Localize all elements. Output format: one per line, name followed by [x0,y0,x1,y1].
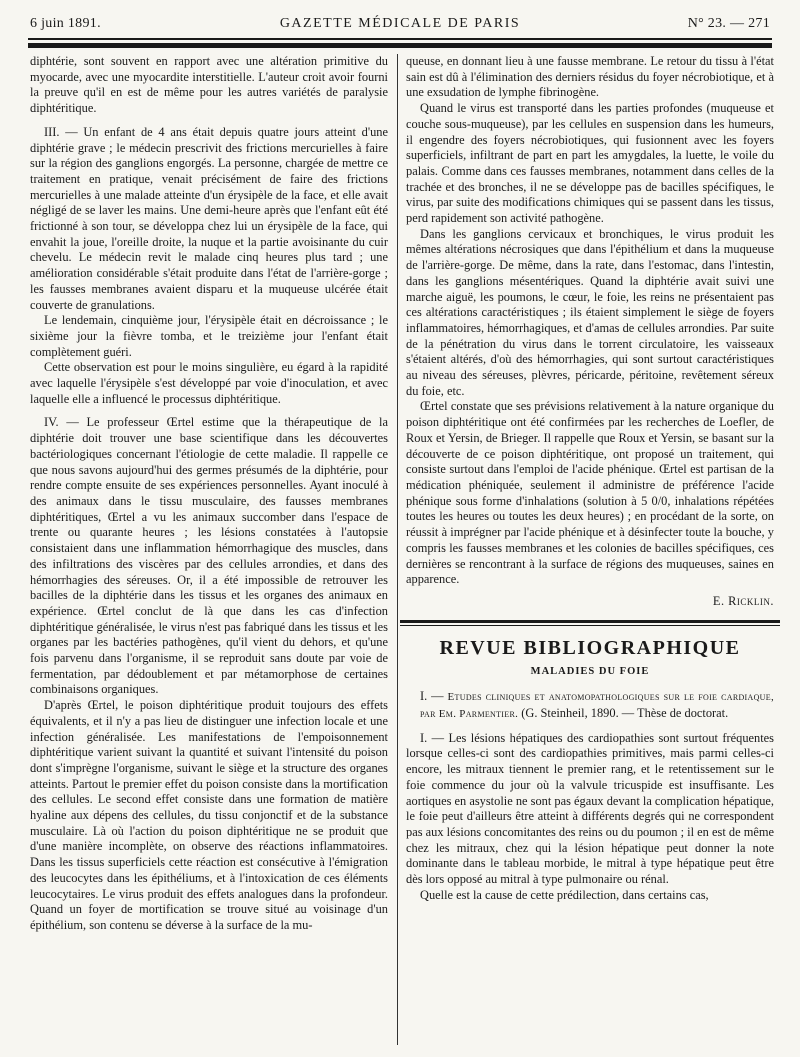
header-rule-thick [28,43,772,48]
right-column-paragraph: queuse, en donnant lieu à une fausse membrane. Le retour du tissu à l'état sain est dû à l'élimination des derniers résidus du foyer nécrobiotique, et à une exsudation de lymphe fibrinogène. [406,54,774,100]
right-column-paragraph: Quand le virus est transporté dans les parties profondes (muqueuse et couche sous-muqueuse), par les cellules en suspension dans les humeurs, il engendre des foyers nécrobiotiques, qui fusionnent avec les foyers superficiels, infiltrant de part en part les amygdales, la luette, le voile du palais. Comme dans ces fausses membranes, notamment dans celles de la trachée et des bronches, il ne se développe pas de bacilles spécifiques, le virus, par suite des modifications chimiques qui se passent dans les tissus, perd rapidement son activité pathogène. [406,101,774,226]
review-paragraph: Quelle est la cause de cette prédilection, dans certains cas, [420,887,709,902]
entry-title: Etudes cliniques et anatomopathologiques sur le foie cardiaque, [447,691,774,704]
entry-number: I. — [420,689,444,704]
author-signature: E. Ricklin. [712,593,774,608]
review-paragraph: I. — Les lésions hépatiques des cardiopathies sont surtout fréquentes lorsque celles-ci sont des cardiopathies primitives, mais parmi celles-ci encore, les mitraux tiennent le premier rang, et le retentissement sur le foie commence du jour où la valvule tricuspide est insuffisante. Les aortiques en asystolie ne sont pas égaux devant la complication hépatique, le foie peut d'ailleurs être atteint à différents degrés qui ne correspondent pas aux lésions concomitantes des reins ou du poumon ; il en est de même chez les mitraux, chez qui la lésion hépatique peut donner la note dominante dans le tableau morbide, le mitral à type hépatique peut être dès lors opposé au mitral à type pulmonaire ou rénal. [406,730,774,887]
bibliography-entry [406,689,774,722]
review-body [406,731,774,904]
issue-date: 6 juin 1891. [30,16,101,31]
right-column-article [406,54,774,588]
section-rule-thick [400,620,780,623]
right-column-paragraph: Dans les ganglions cervicaux et bronchiques, le virus produit les mêmes altérations nécrosiques que dans l'épithélium et dans la muqueuse de l'arrière-gorge. De même, dans la rate, dans l'estomac, dans l'intestin, dans les ganglions mésentériques. Quand la diphtérie avait suivi une marche aiguë, les poumons, le cœur, le foie, les reins ne présentaient pas ces altérations caractéristiques ; ils étaient simplement le siège de foyers inflammatoires, hémorrhagiques, et d'amas de cellules arrondies. Par suite de la pénétration du virus dans le torrent circulatoire, les vaisseaux s'étaient altérés, d'où des hémorrhagies, qui sont surtout caractéristiques au niveau des séreuses, plèvres, péricarde, péritoine, revêtement séreux du foie, etc. [406,226,774,398]
section-title: REVUE BIBLIOGRAPHIQUE [439,636,741,659]
section-rule-thin [400,625,780,626]
left-column-paragraph: Le lendemain, cinquième jour, l'érysipèle était en décroissance ; le sixième jour la fièvre tomba, et le treizième jour l'enfant était complètement guéri. [30,313,388,359]
entry-publisher: (G. Steinheil, 1890. — Thèse de doctorat. [521,706,729,721]
section-subtitle: MALADIES DU FOIE [530,665,650,677]
left-column-paragraph: D'après Œrtel, le poison diphtéritique produit toujours des effets équivalents, et il n'y a pas lieu de distinguer une infection locale et une infection généralisée. Les manifestations de l'empoisonnement diphtéritique varient suivant la quantité et suivant l'intensité du poison dont s'imprègne l'organisme, suivant le siège et la structure des organes atteints. Partout le premier effet du poison consiste dans la mortification des cellules. Le second effet consiste dans une formation de matière hyaline aux dépens des cellules, du tissu conjonctif et de la substance musculaire. Là où l'action du poison diphtéritique ne se produit que d'une manière incomplète, on observe des réactions inflammatoires. Dans les tissus superficiels cette réaction est consécutive à l'émigration des leucocytes dans les épithéliums, et à l'intoxication de ces éléments leucocytaires. Le virus produit des effets analogues dans la profondeur. Quand un foyer de mortification se trouve situé au voisinage d'un épithélium, son contenu se déverse à la surface de la mu- [30,698,388,932]
page-header [30,14,770,36]
right-column-paragraph: Œrtel constate que ses prévisions relativement à la nature organique du poison diphtéritique ont été confirmées par les recherches de Loefler, de Roux et Yersin, de Brieger. Il rappelle que Roux et Yersin, se basant sur la découverte de ce poison diphtéritique, ont proposé un traitement, qui consiste surtout dans l'emploi de l'acide phénique. Œrtel est partisan de la médication phéniquée, seulement il administre de préférence l'acide phénique sous forme d'inhalations (solution à 5 0/0, inhalations répétées toutes les heures ou toutes les deux heures) ; en procédant de la sorte, on réussit à imprégner par l'acide phénique et à désinfecter toute la bouche, y compris les fausses membranes et les colonies de bacilles spécifiques, ces dernières se rencontrant à la surface de régions des muqueuses, saines en apparence. [406,399,774,587]
left-column-paragraph: diphtérie, sont souvent en rapport avec une altération primitive du myocarde, avec une myocardite interstitielle. L'auteur croit avoir fourni la preuve qu'il en est de même pour les autres variétés de paralysie diphtéritique. [30,54,388,116]
left-column-paragraph: Cette observation est pour le moins singulière, eu égard à la rapidité avec laquelle l'érysipèle s'est développé par voie d'inoculation, et avec laquelle elle a influencé le processus diphtéritique. [30,360,388,406]
journal-title: GAZETTE MÉDICALE DE PARIS [279,16,521,31]
left-column-paragraph: IV. — Le professeur Œrtel estime que la thérapeutique de la diphtérie doit trouver une base scientifique dans les découvertes bactériologiques concernant l'étiologie de cette maladie. Il rappelle ce que nous savons aujourd'hui des germes présumés de la diphtérie, pour rendre compte ensuite de ses expériences personnelles. Ayant inoculé à des animaux dans le tissu musculaire, des fausses membranes diphtéritiques, Œrtel a vu les animaux succomber dans l'espace de trente ou quarante heures ; les lésions constatées à l'autopsie consistaient dans une inflammation hémorrhagique des muscles, dans des infiltrations des viscères par des cellules arrondies, et dans des hémorrhagies des séreuses. Or, il a été impossible de retrouver les bacilles de la diphtérie dans les tissus et les organes des animaux en expérience. Œrtel conclut de là que dans les cas d'infection diphtéritique généralisée, le virus n'est pas fabriqué dans les tissus et les organes par les bactéries pathogènes, qu'il vient du dehors, et qu'une fois parvenu dans l'organisme, il se reproduit sans doute par voie de fermentation, par dédoublement et par métamorphose de certaines combinaisons organiques. [30,415,388,697]
right-column [406,54,774,1049]
left-column-paragraph: III. — Un enfant de 4 ans était depuis quatre jours atteint d'une diphtérie grave ; le médecin prescrivit des frictions mercurielles à faire sur la région des ganglions engorgés. La personne, chargée de mettre ce traitement en pratique, venait précisément de faire des frictions mercurielles à une malade atteinte d'un érysipèle de la face, et elle avait négligé de se laver les mains. Une demi-heure après que l'enfant eût été frictionné à son tour, se développa chez lui un érysipèle de la face, qui envahit la joue, l'oreille droite, la nuque et la partie avoisinante du cuir chevelu. Le médecin revit le malade cinq heures plus tard ; une amélioration considérable s'était produite dans l'état de l'arrière-gorge ; les fausses membranes avaient disparu et la muqueuse ulcérée était couverte de granulations. [30,124,388,312]
left-column [30,54,388,1049]
entry-author: par Em. Parmentier. [420,708,519,721]
column-divider [397,54,398,1045]
header-rule-thin [28,38,772,40]
page-number: N° 23. — 271 [687,16,770,31]
